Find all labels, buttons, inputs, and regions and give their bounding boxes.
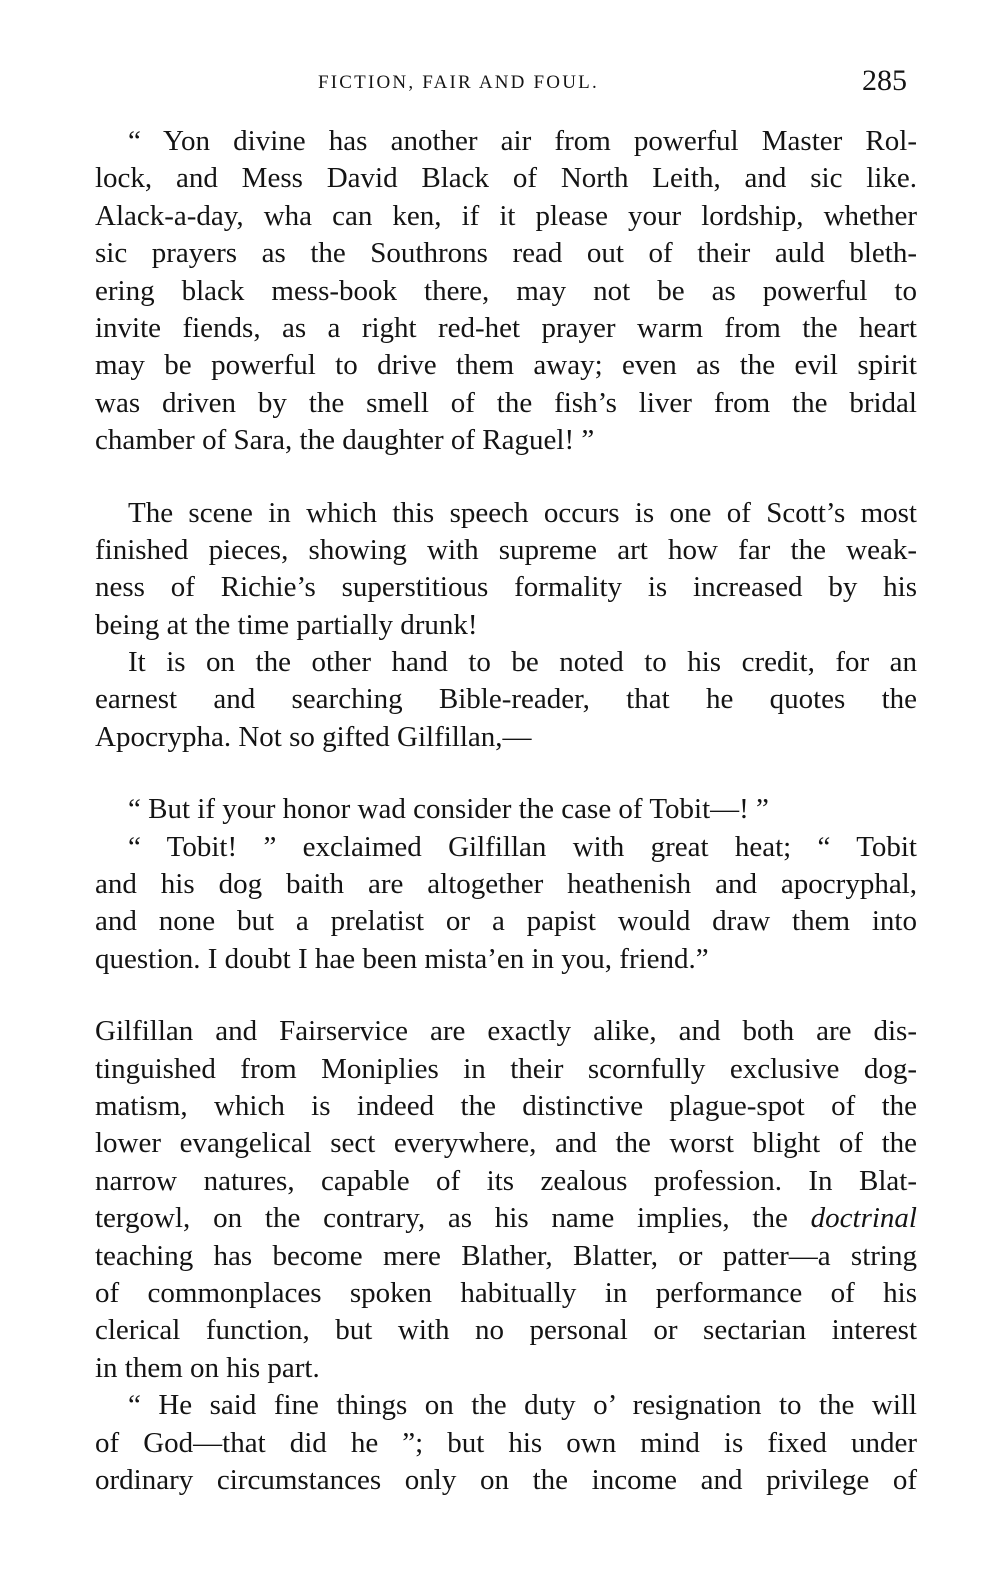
text-line: lower evangelical sect everywhere, and the worst blight of the [95, 1127, 917, 1160]
text-line: tinguished from Moniplies in their scornfully exclusive dog- [95, 1052, 917, 1085]
text-body [95, 123, 917, 1499]
quote-paragraph-richie [95, 123, 917, 460]
text-line: may be powerful to drive them away; even as the evil spirit [95, 349, 917, 382]
text-line: narrow natures, capable of its zealous profession. In Blat- [95, 1164, 917, 1197]
italic-word: doctrinal [810, 1202, 917, 1235]
text-line: Alack-a-day, wha can ken, if it please your lordship, whether [95, 199, 917, 232]
running-title: FICTION, FAIR AND FOUL. [318, 72, 599, 93]
paragraph-gap [95, 978, 917, 1013]
text-line: in them on his part. [95, 1351, 320, 1384]
text-line: ering black mess-book there, may not be as powerful to [95, 274, 917, 307]
page-number: 285 [862, 64, 907, 97]
text-line: being at the time partially drunk! [95, 608, 478, 641]
text-segment: tergowl, on the contrary, as his name implies, the [95, 1202, 811, 1235]
text-line: and none but a prelatist or a papist would draw them into [95, 905, 917, 938]
quote-paragraph-tobit [95, 791, 917, 978]
text-line: The scene in which this speech occurs is one of Scott’s most [128, 496, 917, 529]
text-line: earnest and searching Bible-reader, that he quotes the [95, 683, 917, 716]
text-line: chamber of Sara, the daughter of Raguel! ” [95, 424, 595, 457]
text-line: of commonplaces spoken habitually in performance of his [95, 1276, 917, 1309]
text-line: invite fiends, as a right red-het prayer warm from the heart [95, 311, 917, 344]
text-line: ordinary circumstances only on the income and privilege of [95, 1463, 917, 1496]
text-line: and his dog baith are altogether heathenish and apocryphal, [95, 868, 917, 901]
text-line: ness of Richie’s superstitious formality is increased by his [95, 571, 917, 604]
paragraph-gap [95, 460, 917, 495]
text-line: lock, and Mess David Black of North Leith, and sic like. [95, 162, 917, 195]
text-line: clerical function, but with no personal or sectarian interest [95, 1314, 917, 1347]
text-line: It is on the other hand to be noted to his credit, for an [128, 646, 917, 679]
text-line: of God—that did he ”; but his own mind is fixed under [95, 1426, 917, 1459]
text-line: was driven by the smell of the fish’s liver from the bridal [95, 386, 917, 419]
body-paragraph-gilfillan [95, 1013, 917, 1387]
text-line: Apocrypha. Not so gifted Gilfillan,— [95, 720, 532, 753]
text-line: teaching has become mere Blather, Blatter, or patter—a string [95, 1239, 917, 1272]
body-paragraph-resignation [95, 1387, 917, 1499]
text-line: “ He said fine things on the duty o’ resignation to the will [128, 1389, 917, 1422]
text-line: “ But if your honor wad consider the case of Tobit—! ” [128, 793, 769, 826]
text-line: question. I doubt I hae been mista’en in you, friend.” [95, 942, 709, 975]
text-line: matism, which is indeed the distinctive plague-spot of the [95, 1089, 917, 1122]
text-line: sic prayers as the Southrons read out of their auld bleth- [95, 237, 917, 270]
text-line: “ Tobit! ” exclaimed Gilfillan with great heat; “ Tobit [128, 830, 917, 863]
body-paragraph-scene [95, 495, 917, 645]
text-line [95, 1200, 917, 1237]
text-line: finished pieces, showing with supreme art how far the weak- [95, 533, 917, 566]
text-line: Gilfillan and Fairservice are exactly alike, and both are dis- [95, 1015, 917, 1048]
running-head [0, 64, 1000, 104]
body-paragraph-apocrypha [95, 644, 917, 756]
paragraph-gap [95, 756, 917, 791]
text-line: “ Yon divine has another air from powerful Master Rol- [128, 125, 917, 157]
